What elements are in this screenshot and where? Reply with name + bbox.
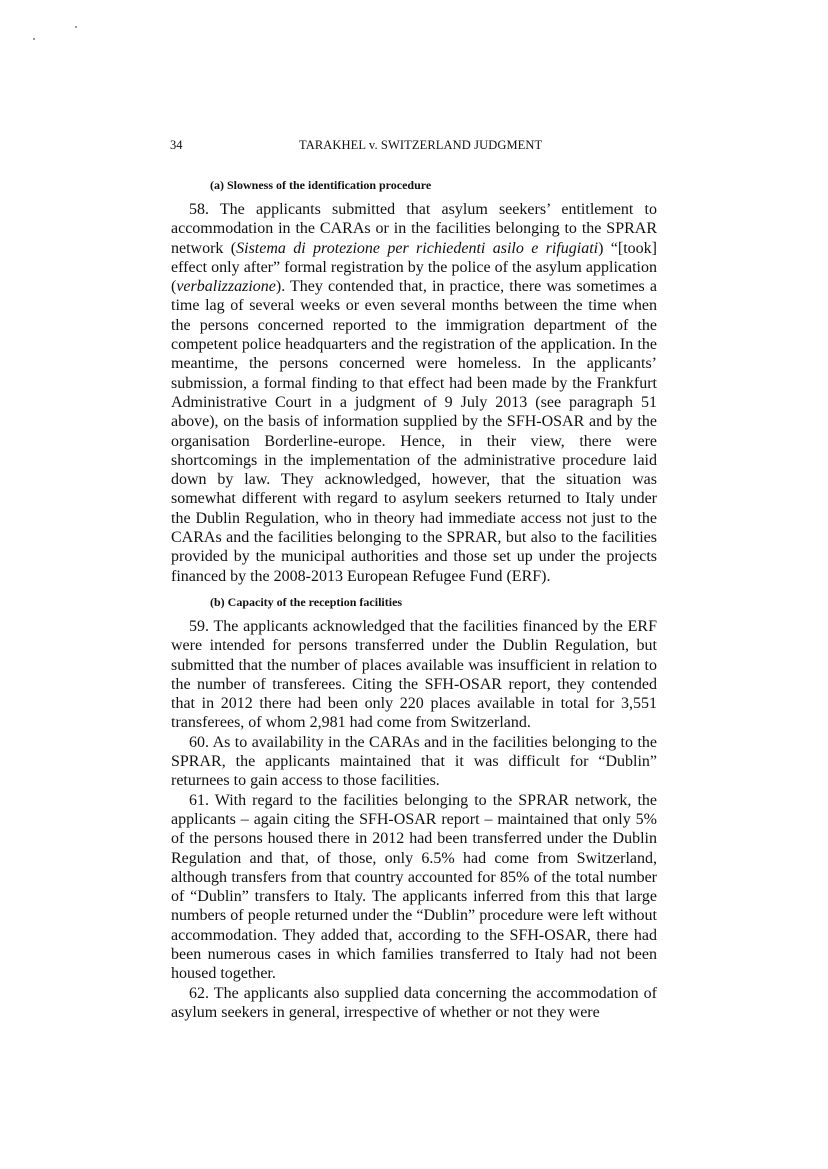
running-title: TARAKHEL v. SWITZERLAND JUDGMENT <box>299 138 543 152</box>
paragraph-60: 60. As to availability in the CARAs and in the facilities belonging to the SPRAR, the applicants maintained that it was difficult for “Dublin” returnees to gain access to those facilities. <box>171 733 657 790</box>
paragraph-58-text-3: ). They contended that, in practice, there was sometimes a time lag of several weeks or even several months between the time when the persons concerned reported to the immigration department of the competent police headquarters and the registration of the application. In the meantime, the persons concerned were homeless. In the applicants’ submission, a formal finding to that effect had been made by the Frankfurt Administrative Court in a judgment of 9 July 2013 (see paragraph 51 above), on the basis of information supplied by the SFH-OSAR and by the organisation Borderline-europe. Hence, in their view, there were shortcomings in the implementation of the administrative procedure laid down by law. They acknowledged, however, that the situation was somewhat different with regard to asylum seekers returned to Italy under the Dublin Regulation, who in theory had immediate access not just to the CARAs and the facilities belonging to the SPRAR, but also to the facilities provided by the municipal authorities and those set up under the projects financed by the 2008-2013 European Refugee Fund (ERF). <box>171 278 657 585</box>
page-header <box>170 138 660 156</box>
section-heading-b: (b) Capacity of the reception facilities <box>210 594 403 609</box>
document-body <box>171 178 657 1022</box>
paragraph-58-italic-1: Sistema di protezione per richiedenti asilo e rifugiati <box>236 239 599 257</box>
paragraph-62: 62. The applicants also supplied data concerning the accommodation of asylum seekers in general, irrespective of whether or not they were <box>171 984 657 1021</box>
scan-speck <box>75 26 77 28</box>
paragraph-58-italic-2: verbalizzazione <box>176 278 276 296</box>
scan-speck <box>33 38 35 40</box>
page-number: 34 <box>170 138 183 152</box>
section-heading-a: (a) Slowness of the identification procedure <box>210 178 432 192</box>
paragraph-58 <box>171 200 657 586</box>
paragraph-61: 61. With regard to the facilities belonging to the SPRAR network, the applicants – again citing the SFH-OSAR report – maintained that only 5% of the persons housed there in 2012 had been transferred under the Dublin Regulation and that, of those, only 6.5% had come from Switzerland, although transfers from that country accounted for 85% of the total number of “Dublin” transfers to Italy. The applicants inferred from this that large numbers of people returned under the “Dublin” procedure were left without accommodation. They added that, according to the SFH-OSAR, there had been numerous cases in which families transferred to Italy had not been housed together. <box>171 791 657 983</box>
section-gap <box>171 586 657 595</box>
paragraph-58-text-2: ) “[took] effect only after” formal registration by the police of the asylum application ( <box>171 239 658 296</box>
paragraph-59: 59. The applicants acknowledged that the facilities financed by the ERF were intended for persons transferred under the Dublin Regulation, but submitted that the number of places available was insufficient in relation to the number of transferees. Citing the SFH-OSAR report, they contended that in 2012 there had been only 220 places available in total for 3,551 transferees, of whom 2,981 had come from Switzerland. <box>171 617 657 732</box>
paragraph-58-text-1: 58. The applicants submitted that asylum seekers’ entitlement to accommodation in the CARAs or in the facilities belonging to the SPRAR network ( <box>171 201 657 257</box>
